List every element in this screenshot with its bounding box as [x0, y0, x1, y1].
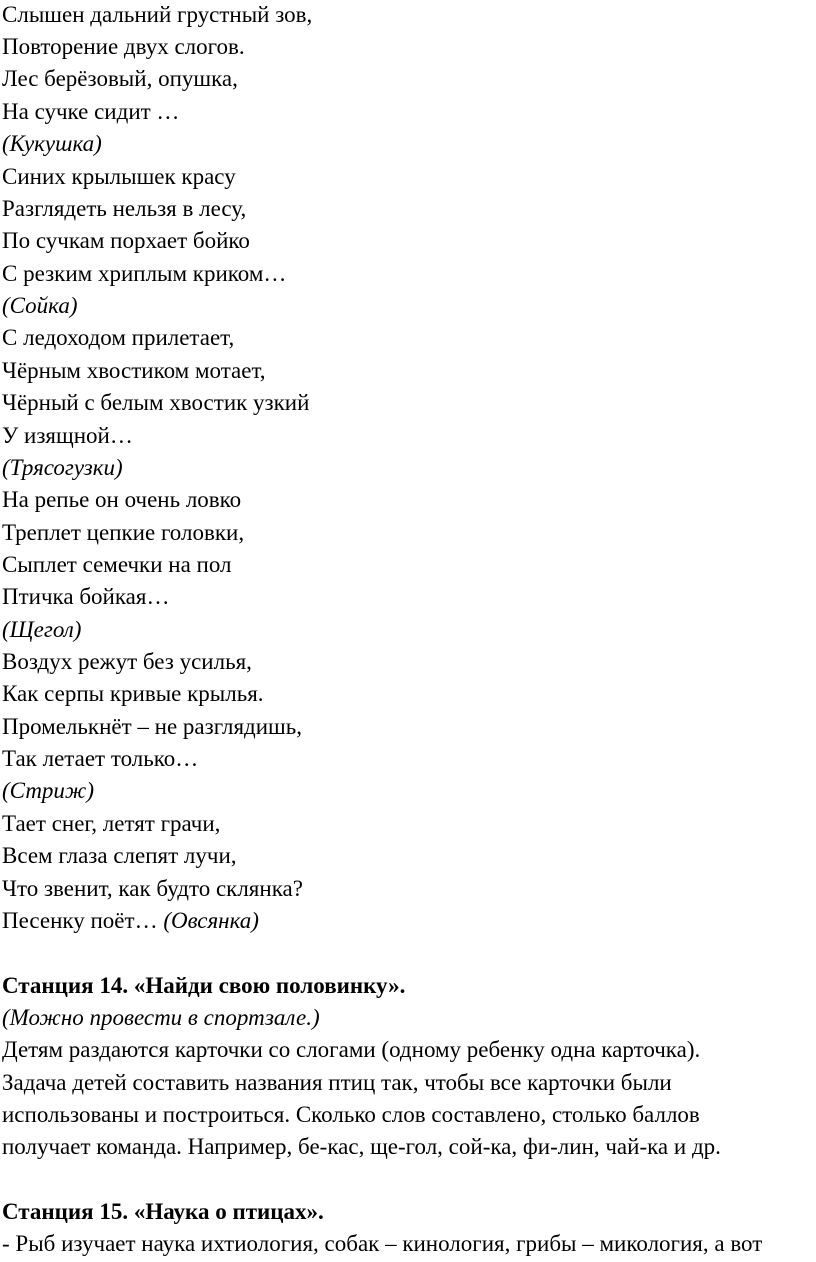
- riddle-line: С резким хриплым криком…: [2, 261, 287, 286]
- station-15-paragraph-line: - Рыб изучает наука ихтиология, собак – кинология, грибы – микология, а вот: [2, 1231, 763, 1256]
- riddle-line: Тает снег, летят грачи,: [2, 811, 221, 836]
- riddle-answer: (Щегол): [2, 617, 82, 642]
- riddle-line: Повторение двух слогов.: [2, 34, 245, 59]
- riddle-line: Слышен дальний грустный зов,: [2, 2, 313, 27]
- riddle-answer: (Кукушка): [2, 131, 102, 156]
- station-14-paragraph-line: Задача детей составить названия птиц так, чтобы все карточки были: [2, 1070, 672, 1095]
- riddle-line: Птичка бойкая…: [2, 584, 170, 609]
- riddle-line: Лес берёзовый, опушка,: [2, 66, 238, 91]
- station-14-paragraph-line: использованы и построиться. Сколько слов составлено, столько баллов: [2, 1102, 700, 1127]
- riddle-line: На сучке сидит …: [2, 99, 180, 124]
- riddle-line: Сыплет семечки на пол: [2, 552, 232, 577]
- riddle-line: Песенку поёт…: [2, 908, 164, 933]
- riddle-line: По сучкам порхает бойко: [2, 228, 250, 253]
- riddle-line: У изящной…: [2, 423, 133, 448]
- riddle-line: Треплет цепкие головки,: [2, 520, 245, 545]
- station-14-note: (Можно провести в спортзале.): [2, 1005, 320, 1030]
- riddle-line: Чёрный с белым хвостик узкий: [2, 390, 310, 415]
- riddle-line: Воздух режут без усилья,: [2, 649, 252, 674]
- riddle-line: С ледоходом прилетает,: [2, 325, 235, 350]
- riddle-answer: (Стриж): [2, 778, 94, 803]
- riddle-line-with-answer: [2, 906, 259, 936]
- riddle-answer: (Трясогузки): [2, 455, 123, 480]
- riddle-line: Промелькнёт – не разглядишь,: [2, 714, 302, 739]
- riddle-line: Всем глаза слепят лучи,: [2, 843, 237, 868]
- riddle-line: Чёрным хвостиком мотает,: [2, 358, 266, 383]
- riddle-line: Синих крылышек красу: [2, 164, 236, 189]
- riddle-answer: (Овсянка): [163, 908, 259, 933]
- riddle-answer: (Сойка): [2, 293, 78, 318]
- riddle-line: Как серпы кривые крылья.: [2, 681, 264, 706]
- station-15-title: Станция 15. «Наука о птицах».: [2, 1199, 324, 1224]
- riddle-line: Разглядеть нельзя в лесу,: [2, 196, 247, 221]
- riddle-line: На репье он очень ловко: [2, 487, 242, 512]
- station-14-paragraph-line: Детям раздаются карточки со слогами (одному ребенку одна карточка).: [2, 1037, 701, 1062]
- riddle-line: Так летает только…: [2, 746, 199, 771]
- riddle-line: Что звенит, как будто склянка?: [2, 876, 303, 901]
- station-14-paragraph-line: получает команда. Например, бе-кас, ще-гол, сой-ка, фи-лин, чай-ка и др.: [2, 1134, 721, 1159]
- station-14-title: Станция 14. «Найди свою половинку».: [2, 973, 406, 998]
